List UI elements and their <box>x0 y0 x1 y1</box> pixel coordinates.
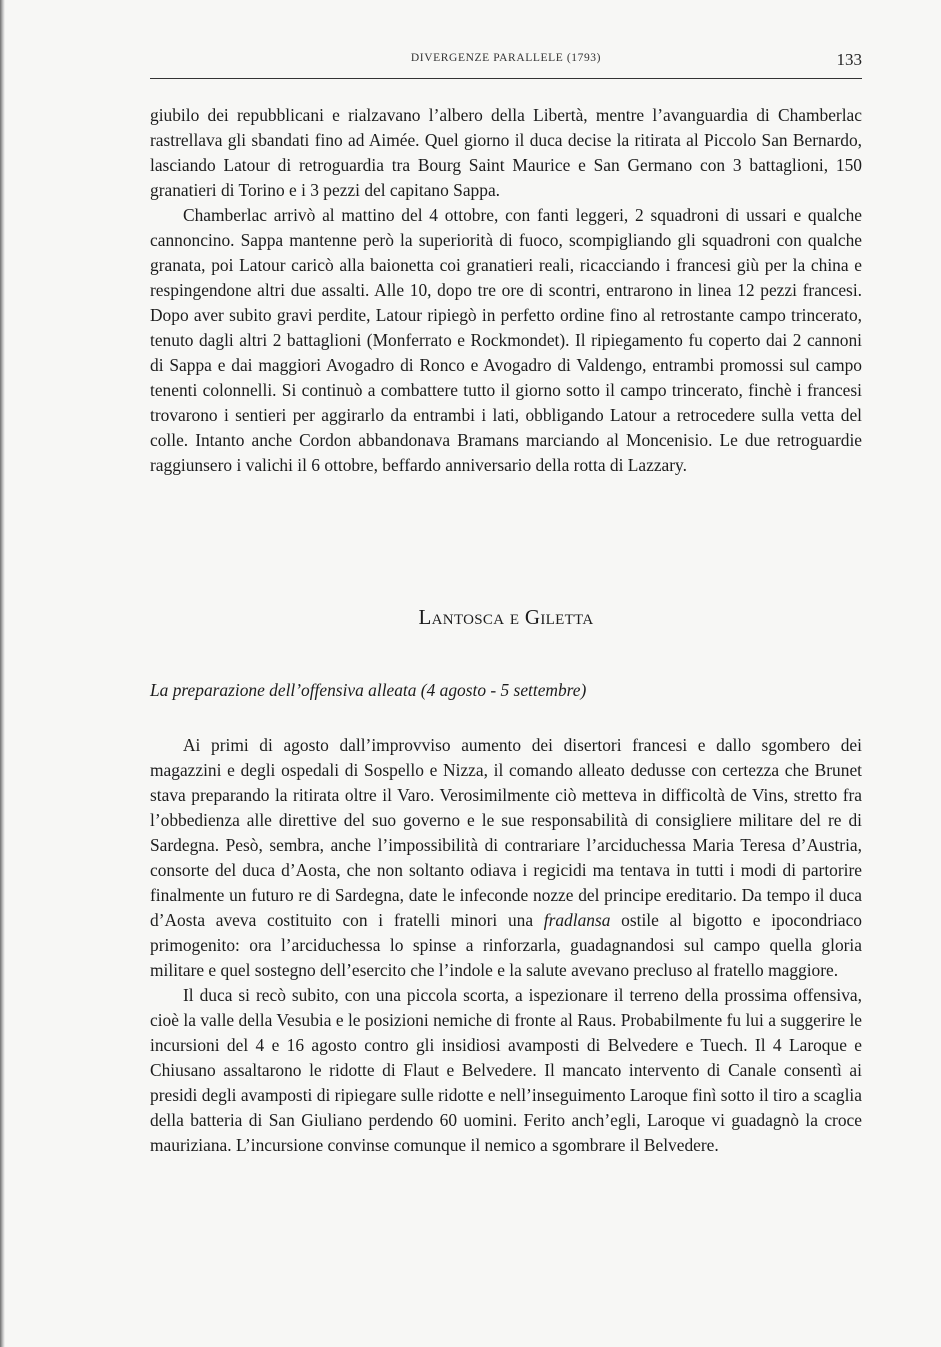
top-text-block <box>150 103 862 478</box>
section-title: Lantosca e Giletta <box>418 605 594 629</box>
paragraph-text-after-italic: ostile al bigotto e ipocondriaco primogenito: ora l’arciduchessa lo spinse a rinforzarla, guadagnandosi sul campo quella gloria militare e quel sostegno dell’esercito che l’indole e la salute avevano precluso al fratello maggiore. <box>150 910 862 980</box>
italic-term-fradlansa: fradlansa <box>543 910 611 930</box>
page-number: 133 <box>836 50 862 69</box>
paragraph-continued: giubilo dei repubblicani e rialzavano l’albero della Libertà, mentre l’avanguardia di Chamberlac rastrellava gli sbandati fino ad Aimée. Quel giorno il duca decise la ritirata al Piccolo San Bernardo, lasciando Latour di retroguardia tra Bourg Saint Maurice e San Germano con 3 battaglioni, 150 granatieri di Torino e i 3 pezzi del capitano Sappa. <box>150 105 862 200</box>
bottom-text-block <box>150 733 862 1158</box>
subsection-title: La preparazione dell’offensiva alleata (4 agosto - 5 settembre) <box>150 680 587 700</box>
paragraph-duca-si-reco: Il duca si recò subito, con una piccola scorta, a ispezionare il terreno della prossima offensiva, cioè la valle della Vesubia e le posizioni nemiche di fronte al Raus. Probabilmente fu lui a suggerire le incursioni del 4 e 16 agosto contro gli insidiosi avamposti di Belvedere e Tuech. Il 4 Laroque e Chiusano assaltarono le ridotte di Flaut e Belvedere. Il mancato intervento di Canale consentì ai presidi degli avamposti di ripiegare sulle ridotte e nell’inseguimento Laroque finì sotto il tiro a scaglia della batteria di San Giuliano perdendo 60 uomini. Ferito anch’egli, Laroque vi guadagnò la croce mauriziana. L’incursione convinse comunque il nemico a sgombrare il Belvedere. <box>150 985 862 1155</box>
paragraph-text-before-italic: Ai primi di agosto dall’improvviso aumento dei disertori francesi e dallo sgombero dei magazzini e degli ospedali di Sospello e Nizza, il comando alleato dedusse con certezza che Brunet stava preparando la ritirata oltre il Varo. Verosimilmente ciò metteva in difficoltà de Vins, stretto fra l’obbedienza alle direttive del suo governo e le sue responsabilità di consigliere militare del re di Sardegna. Pesò, sembra, anche l’impossibilità di contrariare l’arciduchessa Maria Teresa d’Austria, consorte del duca d’Aosta, che non soltanto odiava i regicidi ma tentava in tutti i modi di partorire finalmente un futuro re di Sardegna, date le infeconde nozze del principe ereditario. Da tempo il duca d’Aosta aveva costituito con i fratelli minori una <box>150 735 862 930</box>
paragraph-chamberlac: Chamberlac arrivò al mattino del 4 ottobre, con fanti leggeri, 2 squadroni di ussari e qualche cannoncino. Sappa mantenne però la superiorità di fuoco, scompigliando gli squadroni con qualche granata, poi Latour caricò alla baionetta coi granatieri reali, ricacciando i francesi giù per la china e respingendone altri due assalti. Alle 10, dopo tre ore di scontri, entrarono in linea 12 pezzi francesi. Dopo aver subito gravi perdite, Latour ripiegò in perfetto ordine fino al retrostante campo trincerato, tenuto dagli altri 2 battaglioni (Monferrato e Rockmondet). Il ripiegamento fu coperto dai 2 cannoni di Sappa e dai maggiori Avogadro di Ronco e Avogadro di Valdengo, entrambi promossi sul campo tenenti colonnelli. Si continuò a combattere tutto il giorno sotto il campo trincerato, finchè i francesi trovarono i sentieri per aggirarlo da entrambi i lati, obbligando Latour a retrocedere sulla vetta del colle. Intanto anche Cordon abbandonava Bramans marciando al Moncenisio. Le due retroguardie raggiunsero i valichi il 6 ottobre, beffardo anniversario della rotta di Lazzary. <box>150 205 862 475</box>
running-head: DIVERGENZE PARALLELE (1793) <box>410 52 602 64</box>
paragraph-primi-di-agosto <box>150 733 862 983</box>
page-header <box>150 50 862 79</box>
page-edge-shadow <box>0 0 5 1347</box>
